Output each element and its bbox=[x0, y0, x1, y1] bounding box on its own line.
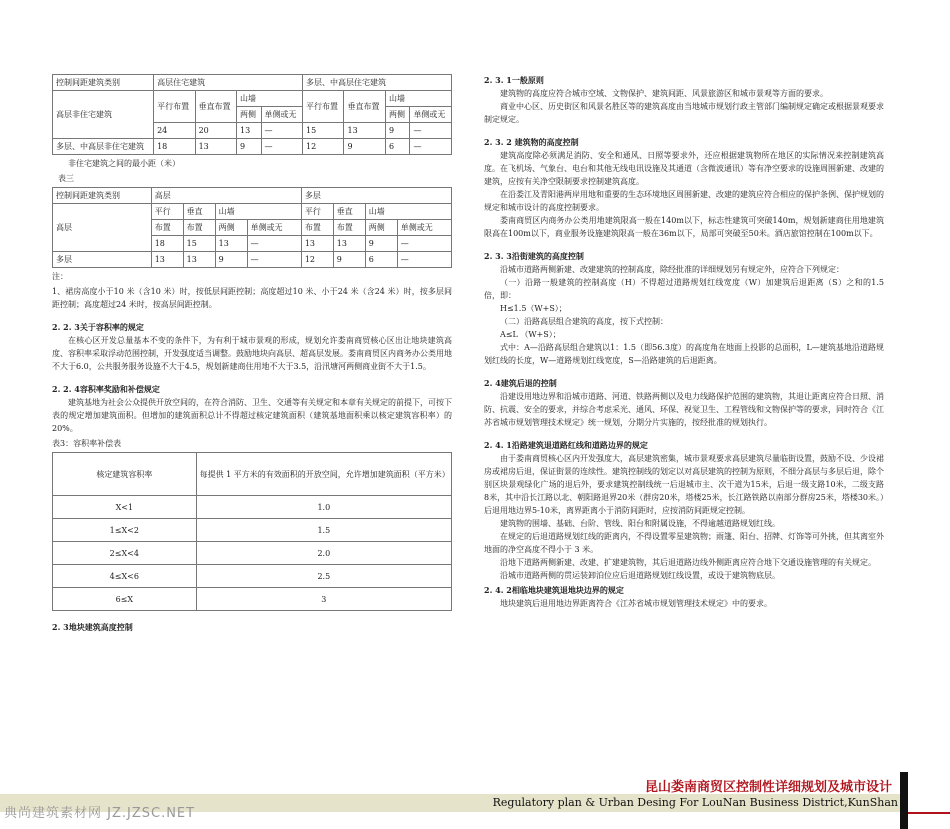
paragraph: 沿城市道路两侧的贯运装卸泊位应后退道路规划红线设置，或设于建筑物底层。 bbox=[500, 571, 780, 580]
t2-cell: 单侧或无 bbox=[397, 220, 451, 236]
t2-cell: 山墙 bbox=[365, 204, 451, 220]
formula: A≤L （W+S）； bbox=[500, 330, 561, 339]
t2-cell: — bbox=[247, 236, 301, 252]
t2-cell: 15 bbox=[183, 236, 215, 252]
t2-cell: 高层 bbox=[53, 204, 152, 252]
t2-cell: 控制间距建筑类别 bbox=[53, 188, 152, 204]
t1-cell: 平行布置 bbox=[154, 91, 195, 123]
t2-cell: 9 bbox=[333, 252, 365, 268]
paragraph: 地块建筑后退用地边界距离符合《江苏省城市规划管理技术规定》中的要求。 bbox=[500, 599, 772, 608]
t1-cell: 9 bbox=[385, 123, 409, 139]
footer-accent-bar bbox=[900, 772, 908, 829]
t1-cell: 24 bbox=[154, 123, 195, 139]
t1-cell: — bbox=[410, 123, 452, 139]
t3-cell: 1.0 bbox=[196, 496, 451, 519]
heading-2-2-4: 2. 2. 4容积率奖励和补偿规定 bbox=[52, 384, 160, 394]
t2-cell: 单侧或无 bbox=[247, 220, 301, 236]
heading-2-4-1: 2. 4. 1沿路建筑退道路红线和道路边界的规定 bbox=[484, 440, 648, 450]
t2-cell: 9 bbox=[215, 252, 247, 268]
t3-cell: 4≤X<6 bbox=[53, 565, 197, 588]
heading-2-3-1: 2. 3. 1一般原则 bbox=[484, 75, 544, 85]
right-column bbox=[484, 74, 884, 610]
note-label: 注： bbox=[52, 272, 68, 281]
t2-cell: 山墙 bbox=[215, 204, 301, 220]
t2-cell: 平行 bbox=[151, 204, 183, 220]
t2-cell: 布置 bbox=[333, 220, 365, 236]
paragraph: 建筑物的围墙、基础、台阶、管线、阳台和附属设施，不得逾越道路规划红线。 bbox=[500, 519, 780, 528]
watermark: 典尚建筑素材网 JZ.JZSC.NET bbox=[4, 806, 196, 821]
t1-cell: 控制间距建筑类别 bbox=[53, 75, 154, 91]
footer-accent-line bbox=[908, 812, 950, 814]
t1-cell: 20 bbox=[195, 123, 236, 139]
t3-header: 每提供 1 平方米的有效面积的开放空间，允许增加建筑面积（平方米） bbox=[196, 453, 451, 496]
t2-cell: 13 bbox=[151, 252, 183, 268]
t1-cell: 9 bbox=[344, 139, 385, 155]
table-mixed-spacing bbox=[52, 187, 452, 268]
t1-cell: 垂直布置 bbox=[195, 91, 236, 123]
t1-cell: 9 bbox=[237, 139, 261, 155]
t1-cell: 两侧 bbox=[237, 107, 261, 123]
t3-cell: 1.5 bbox=[196, 519, 451, 542]
t1-cell: 13 bbox=[195, 139, 236, 155]
t1-cell: 12 bbox=[303, 139, 344, 155]
t1-cell: 两侧 bbox=[385, 107, 409, 123]
t2-cell: 布置 bbox=[183, 220, 215, 236]
t2-cell: 6 bbox=[365, 252, 397, 268]
t3-cell: 3 bbox=[196, 588, 451, 611]
t3-cell: 6≤X bbox=[53, 588, 197, 611]
t3-cell: 2.0 bbox=[196, 542, 451, 565]
t2-cell: 两侧 bbox=[365, 220, 397, 236]
heading-2-3: 2. 3地块建筑高度控制 bbox=[52, 622, 133, 632]
t1-cell: 15 bbox=[303, 123, 344, 139]
t1-cell: 单侧或无 bbox=[261, 107, 302, 123]
paragraph: 在规定的后退道路规划红线的距离内，不得设置零星建筑物；雨篷、阳台、招牌、灯饰等可外挑，但其离室外地面的净空高度不得小于 3 米。 bbox=[484, 532, 884, 554]
t1-cell: — bbox=[261, 139, 302, 155]
paragraph: 沿地下道路两侧新建、改建、扩建建筑物，其后退道路边线外侧距离应符合地下交通设施管理的有关规定。 bbox=[500, 558, 876, 567]
t1-cell: 单侧或无 bbox=[410, 107, 452, 123]
t2-cell: 布置 bbox=[151, 220, 183, 236]
t2-cell: 垂直 bbox=[183, 204, 215, 220]
heading-2-4: 2. 4建筑后退的控制 bbox=[484, 378, 557, 388]
t3-label: 表3：容积率补偿表 bbox=[52, 439, 122, 448]
t2-cell: 13 bbox=[333, 236, 365, 252]
formula: H≤1.5（W+S）； bbox=[500, 304, 567, 313]
t1-cell: 高层住宅建筑 bbox=[154, 75, 303, 91]
paragraph: 娄南商贸区内商务办公类用地建筑限高一般在140m以下，标志性建筑可突破140m，规划新建商住用地建筑限高在100m以下，商业服务设施建筑限高一般在36m以下，局部可突破至50米。酒店旅馆控制在100m以下。 bbox=[484, 216, 884, 238]
paragraph: 沿城市道路两侧新建、改建建筑的控制高度，除经批准的详细规划另有规定外，应符合下列规定： bbox=[500, 265, 844, 274]
t2-cell: 布置 bbox=[301, 220, 333, 236]
heading-2-4-2: 2. 4. 2相临地块建筑退地块边界的规定 bbox=[484, 585, 624, 595]
t1-cell: 多层、中高层住宅建筑 bbox=[303, 75, 452, 91]
t3-header: 核定建筑容积率 bbox=[53, 453, 197, 496]
t2-cell: — bbox=[247, 252, 301, 268]
paragraph: 式中：A—沿路高层组合建筑以1：1.5（即56.3度）的高度角在地面上投影的总面积，L—建筑基地沿道路规划红线的长度，W—道路规划红线宽度，S—沿路建筑的后退距离。 bbox=[484, 343, 884, 365]
paragraph: 建筑基地为社会公众提供开放空间的，在符合消防、卫生、交通等有关规定和本章有关规定的前提下，可按下表的规定增加建筑面积。但增加的建筑面积总计不得超过核定建筑面积（建筑基地面积乘以核定建筑容积率）的20%。 bbox=[52, 398, 452, 433]
t1-cell: 13 bbox=[344, 123, 385, 139]
table-far-compensation bbox=[52, 452, 452, 611]
t1-cell: 山墙 bbox=[237, 91, 303, 107]
t2-cell: 平行 bbox=[301, 204, 333, 220]
t1-cell: 6 bbox=[385, 139, 409, 155]
t2-cell: 垂直 bbox=[333, 204, 365, 220]
heading-2-3-3: 2. 3. 3沿街建筑的高度控制 bbox=[484, 251, 584, 261]
t2-label: 表三 bbox=[58, 174, 74, 183]
paragraph: 在沿娄江及青阳港两岸用地和重要的生态环境地区周围新建、改建的建筑应符合相应的保护条例、保护规划的规定和城市设计的高度控制要求。 bbox=[484, 190, 884, 212]
t2-cell: 13 bbox=[301, 236, 333, 252]
t2-cell: 13 bbox=[183, 252, 215, 268]
project-title-en: Regulatory plan & Urban Desing For LouNan Business District,KunShan bbox=[492, 796, 898, 809]
t1-cell: 山墙 bbox=[385, 91, 451, 107]
t1-cell: 13 bbox=[237, 123, 261, 139]
t1-cell: — bbox=[261, 123, 302, 139]
t2-cell: 高层 bbox=[151, 188, 301, 204]
table-high-rise-spacing bbox=[52, 74, 452, 155]
t1-cell: 垂直布置 bbox=[344, 91, 385, 123]
t1-cell: 平行布置 bbox=[303, 91, 344, 123]
t1-caption: 非住宅建筑之间的最小距（米） bbox=[68, 159, 180, 168]
t3-cell: 1≤X<2 bbox=[53, 519, 197, 542]
heading-2-3-2: 2. 3. 2 建筑物的高度控制 bbox=[484, 137, 579, 147]
t2-cell: 9 bbox=[365, 236, 397, 252]
t1-cell: 多层、中高层非住宅建筑 bbox=[53, 139, 154, 155]
t1-cell: 高层非住宅建筑 bbox=[53, 91, 154, 139]
paragraph: 建筑高度除必须满足消防、安全和通风、日照等要求外，还应根据建筑物所在地区的实际情况来控制建筑高度。在飞机场、气象台、电台和其他无线电讯设施及其通道（含微波通讯）等有净空要求的设施周围新建、改建的建筑，应按有关净空限制要求控制建筑高度。 bbox=[484, 151, 884, 186]
paragraph: 沿建设用地边界和沿城市道路、河道、铁路两侧以及电力线路保护范围的建筑物，其退让距离应符合日照、消防、抗震、安全的要求，并综合考虑采光、通风、环保、视觉卫生、工程管线和文物保护等的要求，同时符合《江苏省城市规划管理技术规定》统一规划，分期分片实施的，按经批准的规划执行。 bbox=[484, 392, 884, 427]
paragraph: （二）沿路高层组合建筑的高度，按下式控制： bbox=[500, 317, 668, 326]
t2-cell: 多层 bbox=[53, 252, 152, 268]
t2-cell: — bbox=[397, 236, 451, 252]
project-title-cn: 昆山娄南商贸区控制性详细规划及城市设计 bbox=[644, 780, 892, 795]
t2-cell: 18 bbox=[151, 236, 183, 252]
t3-cell: X<1 bbox=[53, 496, 197, 519]
t2-cell: 多层 bbox=[301, 188, 451, 204]
t2-cell: 13 bbox=[215, 236, 247, 252]
t3-cell: 2.5 bbox=[196, 565, 451, 588]
t1-cell: — bbox=[410, 139, 452, 155]
note-text: 1、裙房高度小于10 米（含10 米）时，按低层间距控制；高度超过10 米、小于24 米（含24 米）时，按多层间距控制；高度超过24 米时，按高层间距控制。 bbox=[52, 287, 452, 309]
t2-cell: — bbox=[397, 252, 451, 268]
t2-cell: 12 bbox=[301, 252, 333, 268]
paragraph: 建筑物的高度应符合城市空域、文物保护、建筑间距、风景旅游区和城市景观等方面的要求。 bbox=[500, 89, 828, 98]
paragraph: 在核心区开发总量基本不变的条件下，为有利于城市景观的形成，规划允许娄南商贸核心区出让地块建筑高度、容积率采取浮动范围控制，开发强度适当调整。鼓励地块向高层、超高层发展。娄南商贸区内商务办公类用地不大于6.0，公共服务服务设施不大于4.5，规划新建商住用地不大于3.5，沿汛塘河两侧商业街不大于1.5。 bbox=[52, 336, 452, 371]
left-column bbox=[52, 74, 452, 634]
t1-cell: 18 bbox=[154, 139, 195, 155]
t2-cell: 两侧 bbox=[215, 220, 247, 236]
footer bbox=[0, 772, 950, 829]
heading-2-2-3: 2. 2. 3关于容积率的规定 bbox=[52, 322, 144, 332]
t3-cell: 2≤X<4 bbox=[53, 542, 197, 565]
paragraph: 由于娄南商贸核心区内开发强度大，高层建筑密集，城市景观要求高层建筑尽量临街设置，鼓励不设、少设裙房或裙房后退，保证街景的连续性。建筑控制线的划定以对高层建筑的控制为原则，不细分高层与多层后退，除个别区块景观绿化广场的退后外，要求建筑控制线统一后退城市主、次干道为15米，后退一级支路10米，二级支路8米，其中沿长江路以北、朝阳路退界20米（群房20米，塔楼25米，长江路铁路以南部分群房25米，塔楼30米。）后退用地边界5-10米，离界距离小于消防间距时，应按消防间距规定控制。 bbox=[484, 454, 884, 515]
paragraph: 商业中心区、历史街区和风景名胜区等的建筑高度由当地城市规划行政主管部门编制规定确定或根据景观要求制定规定。 bbox=[484, 102, 884, 124]
paragraph: （一）沿路一般建筑的控制高度（H）不得超过道路规划红线宽度（W）加建筑后退距离（S）之和的1.5倍，即： bbox=[484, 278, 884, 300]
